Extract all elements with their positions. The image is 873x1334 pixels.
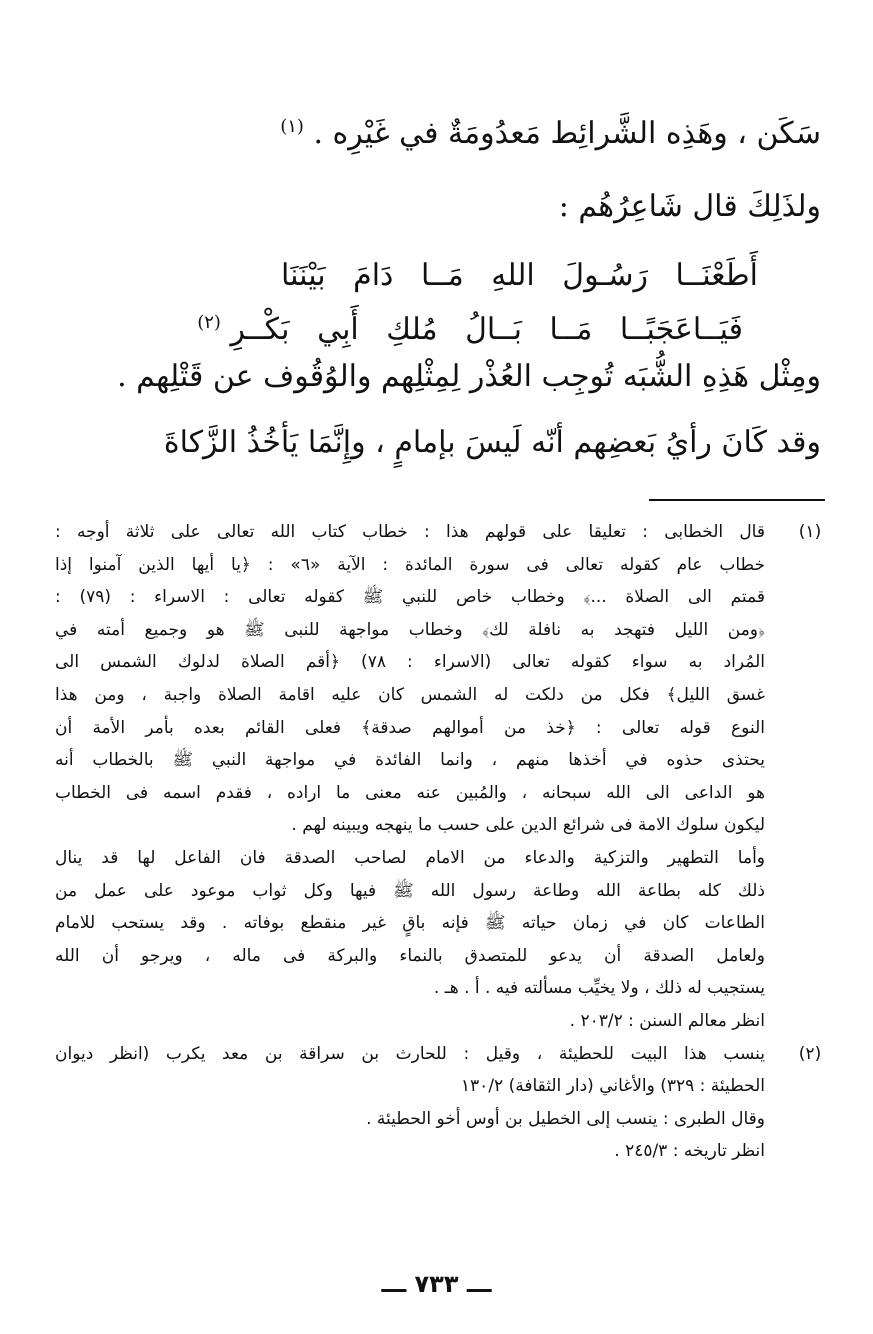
poem-hemistich-2	[103, 312, 743, 347]
footnote-line: وأما التطهير والتزكية والدعاء من الامام لصاحب الصدقة فان الفاعل لها قد ينال	[55, 847, 765, 868]
footnote-line: قال الخطابى : تعليقا على قولهم هذا : خطاب كتاب الله تعالى على ثلاثة أوجه :	[55, 522, 765, 542]
footnote-number: (١)	[798, 522, 822, 542]
footnote-line: الطاعات كان في زمان حياته ﷺ فإنه باقٍ غير منقطع بوفاته . وقد يستحب للامام	[55, 913, 765, 934]
footnote-line: غسق الليل﴾ فكل من دلكت له الشمس كان عليه اقامة الصلاة واجبة ، ومن هذا	[55, 684, 765, 705]
footnote-reference-1: (١)	[280, 116, 304, 137]
footnote-line: هو الداعى الى الله سبحانه ، والمُبين عنه معنى ما اراده ، فقدم اسمه فى الخطاب	[55, 782, 765, 803]
footnote-number: (٢)	[798, 1043, 822, 1064]
footnote-line: انظر معالم السنن : ٢٠٣/٢ .	[569, 1010, 765, 1031]
footnote-line: وقال الطبرى : ينسب إلى الخطيل بن أوس أخو الحطيئة .	[366, 1108, 765, 1129]
footnote-line: المُراد به سواء كقوله تعالى (الاسراء : ٧٨) ﴿أقم الصلاة لدلوك الشمس الى	[55, 652, 765, 673]
body-line-3: ومِثْل هَذِهِ الشُّبَه تُوجِب العُذْر لِمِثْلِهم والوُقُوف عن قَتْلِهم .	[117, 359, 821, 394]
footnote-line: خطاب عام كقوله تعالى فى سورة المائدة : الآية «٦» : ﴿يا أيها الذين آمنوا إذا	[55, 554, 766, 575]
footnote-line: قمتم الى الصلاة ...﴾ وخطاب خاص للنبي ﷺ كقوله تعالى : الاسراء : (٧٩) :	[55, 587, 766, 608]
footnote-2	[33, 1038, 833, 1168]
poem-hemistich-1-text: أَطَعْنَــا رَسُـولَ اللهِ مَــا دَامَ بَيْنَنَا	[280, 258, 758, 293]
footnote-reference-2: (٢)	[197, 312, 221, 333]
poem-hemistich-1	[118, 258, 758, 293]
footnote-line: انظر تاريخه : ٢٤٥/٣ .	[614, 1141, 765, 1162]
body-line-1-text: سَكَن ، وهَذِه الشَّرائِط مَعدُومَةٌ في غَيْرِه .	[313, 116, 821, 151]
footnotes	[33, 516, 833, 1168]
footnote-line: ينسب هذا البيت للحطيئة ، وقيل : للحارث بن سراقة بن معد يكرب (انظر ديوان	[55, 1043, 765, 1064]
footnote-line: يستجيب له ذلك ، ولا يخيِّب مسألته فيه . أ . هـ .	[433, 978, 765, 999]
footnote-line: ولعامل الصدقة أن يدعو للمتصدق بالنماء والبركة فى ماله ، ويرجو أن الله	[55, 945, 765, 966]
footnote-line: ﴿ومن الليل فتهجد به نافلة لك﴾ وخطاب مواجهة للنبى ﷺ هو وجميع أمته في	[55, 619, 765, 640]
footnote-line: الحطيئة : ٣٢٩) والأغاني (دار الثقافة) ١٣٠/٢	[460, 1076, 765, 1097]
body-line-2: ولذَلِكَ قال شَاعِرُهُم :	[558, 189, 821, 224]
footnote-line: النوع قوله تعالى : ﴿خذ من أموالهم صدقة﴾ فعلى القائم بعده بأمر الأمة أن	[55, 717, 765, 738]
footnote-line: ذلك كله بطاعة الله وطاعة رسول الله ﷺ فيها وكل ثواب موعود على عمل من	[55, 880, 765, 901]
footnote-1	[33, 516, 833, 1038]
footnote-line: ليكون سلوك الامة فى شرائع الدين على حسب ما ينهجه ويبينه لهم .	[291, 815, 765, 836]
footnote-line: يحتذى حذوه في أخذها منهم ، وانما الفائدة في مواجهة النبي ﷺ بالخطاب أنه	[55, 750, 765, 771]
body-line-4: وقد كَانَ رأيُ بَعضِهم أنّه لَيسَ بإمامٍ ، وإِنَّمَا يَأخُذُ الزَّكاةَ	[163, 425, 821, 460]
footnote-separator	[649, 499, 825, 501]
page-number: ـــ ٧٣٣ ـــ	[381, 1270, 492, 1298]
body-line-1	[131, 118, 821, 149]
poem-hemistich-2-text: فَيَــاعَجَبًــا مَــا بَــالُ مُلكِ أَبِي بَكْــرِ	[230, 312, 743, 347]
